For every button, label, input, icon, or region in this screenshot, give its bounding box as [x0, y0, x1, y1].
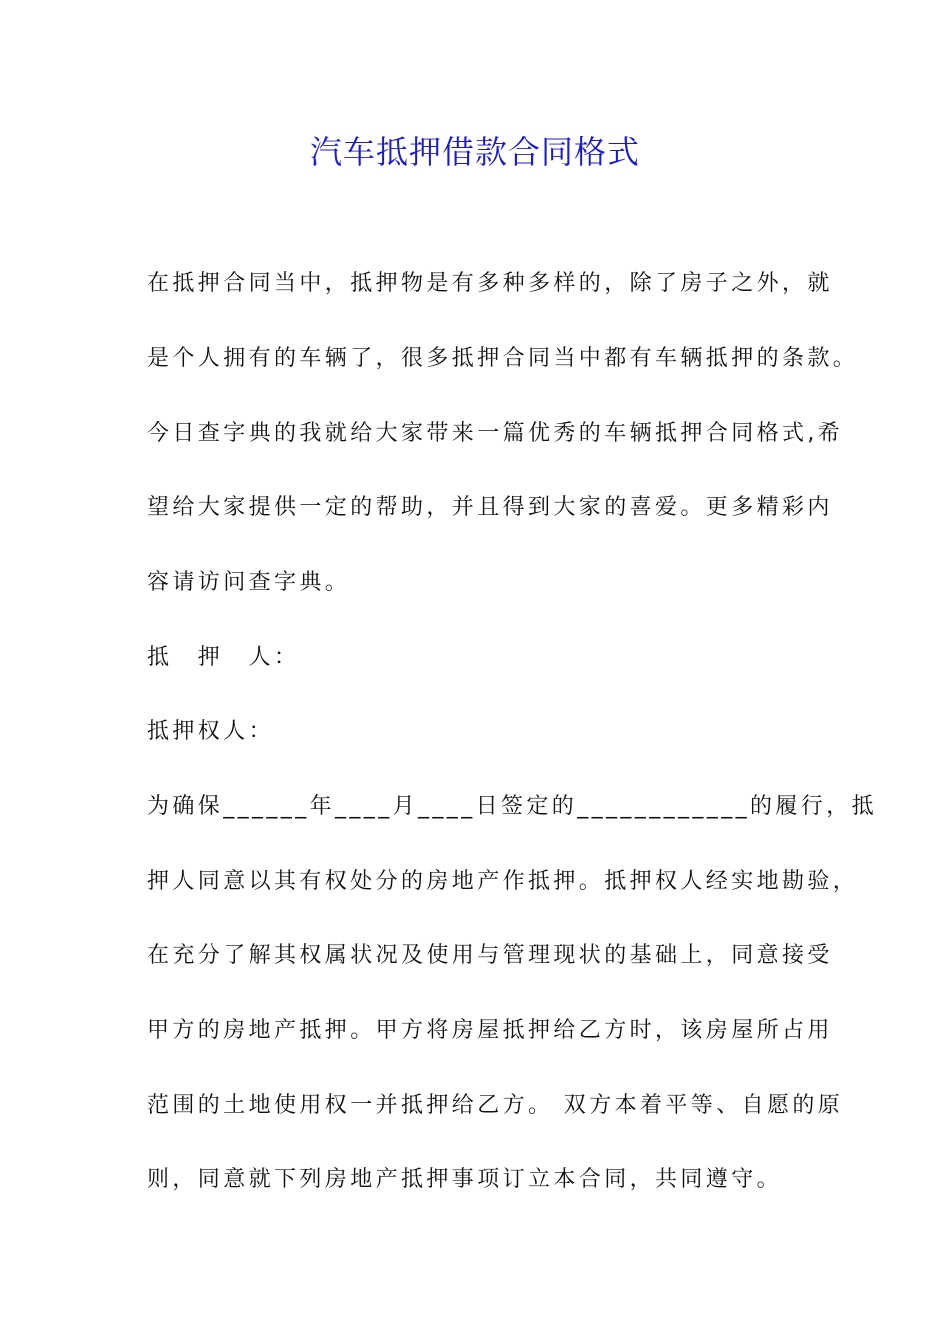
mortgagor-label: 抵 押 人：: [147, 645, 300, 670]
document-title: 汽车抵押借款合同格式: [309, 133, 640, 171]
paragraph-line: 在充分了解其权属状况及使用与管理现状的基础上，同意接受: [147, 943, 833, 968]
paragraph-line: 是个人拥有的车辆了，很多抵押合同当中都有车辆抵押的条款。: [147, 346, 859, 371]
paragraph-line: 则，同意就下列房地产抵押事项订立本合同，共同遵守。: [147, 1167, 783, 1192]
paragraph-line: 押人同意以其有权处分的房地产作抵押。抵押权人经实地勘验，: [147, 869, 859, 894]
paragraph-line: 容请访问查字典。: [147, 570, 351, 595]
paragraph-line: 范围的土地使用权一并抵押给乙方。 双方本着平等、自愿的原: [147, 1093, 844, 1118]
paragraph-line: 在抵押合同当中，抵押物是有多种多样的，除了房子之外，就: [147, 271, 833, 296]
paragraph-line: 今日查字典的我就给大家带来一篇优秀的车辆抵押合同格式,希: [147, 421, 844, 446]
paragraph-line: 为确保______年____月____日签定的____________的履行，抵: [147, 794, 878, 819]
mortgagee-label: 抵押权人：: [147, 719, 275, 744]
paragraph-line: 甲方的房地产抵押。甲方将房屋抵押给乙方时，该房屋所占用: [147, 1018, 833, 1043]
paragraph-line: 望给大家提供一定的帮助，并且得到大家的喜爱。更多精彩内: [147, 495, 833, 520]
